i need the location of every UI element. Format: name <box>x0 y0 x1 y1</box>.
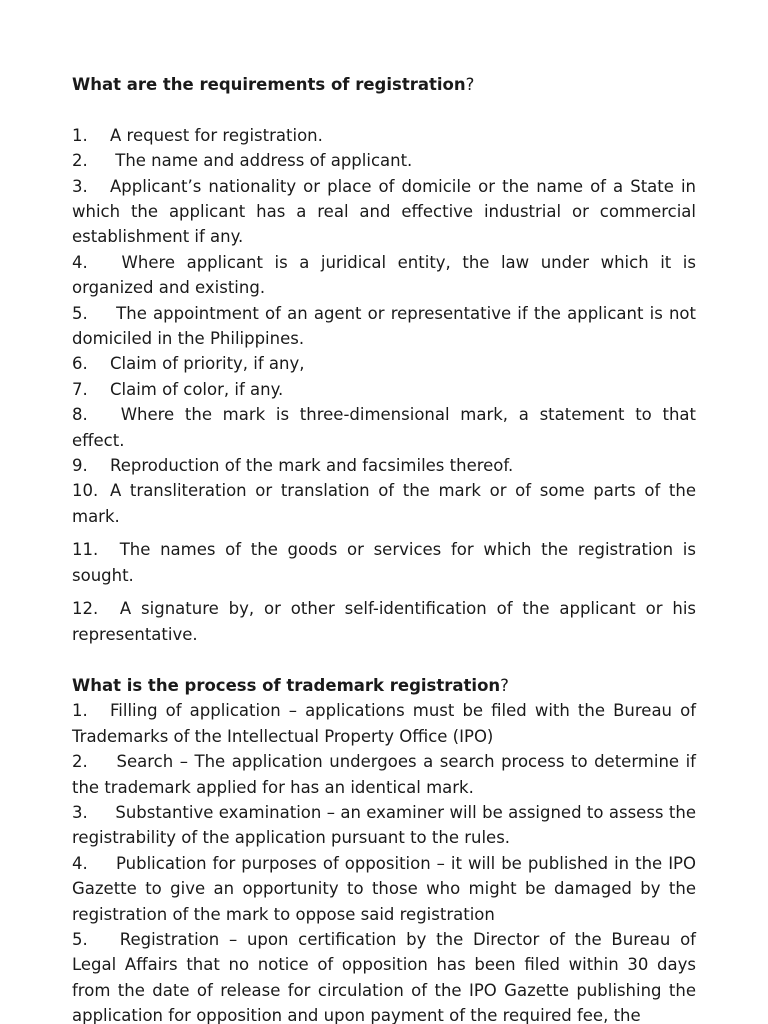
requirement-item <box>72 301 696 352</box>
requirement-item <box>72 377 696 402</box>
process-item <box>72 749 696 800</box>
process-list <box>72 698 696 1024</box>
item-text: Publication for purposes of opposition – it will be published in the IPO Gazette to give an opportunity to those who might be damaged by the registration of the mark to oppose said registration <box>72 853 696 924</box>
item-text: The appointment of an agent or representative if the applicant is not domiciled in the Philippines. <box>72 303 696 349</box>
requirement-item <box>72 453 696 478</box>
item-number: 1. <box>72 125 88 145</box>
item-text: Where the mark is three-dimensional mark, a statement to that effect. <box>72 405 696 450</box>
process-heading <box>72 673 696 698</box>
process-item <box>72 851 696 927</box>
process-heading-mark: ? <box>500 675 509 695</box>
spacer <box>72 529 696 537</box>
requirement-item <box>72 402 696 453</box>
item-number: 3. <box>72 802 88 822</box>
item-number: 12. <box>72 599 99 619</box>
item-text: A transliteration or translation of the mark or of some parts of the mark. <box>72 481 696 526</box>
requirement-item <box>72 478 696 529</box>
item-number: 2. <box>72 151 88 171</box>
item-text: Claim of priority, if any, <box>110 354 305 374</box>
item-text: Registration – upon certification by the Director of the Bureau of Legal Affairs that no notice of opposition has been filed within 30 days from the date of release for circulation of the IPO Gazette publishing the application for opposition and upon payment of the required fee, the <box>72 929 696 1024</box>
item-text: Reproduction of the mark and facsimiles thereof. <box>110 456 514 476</box>
requirement-item <box>72 123 696 148</box>
spacer <box>72 588 696 596</box>
item-number: 9. <box>72 456 88 476</box>
item-number: 5. <box>72 303 88 323</box>
item-text: The names of the goods or services for which the registration is sought. <box>72 540 696 585</box>
item-text: Where applicant is a juridical entity, the law under which it is organized and existing. <box>72 252 696 298</box>
requirement-item <box>72 174 696 250</box>
requirements-heading-mark: ? <box>465 75 475 94</box>
item-number: 4. <box>72 853 88 873</box>
item-number: 5. <box>72 929 88 949</box>
process-item <box>72 800 696 851</box>
item-text: Applicant’s nationality or place of domicile or the name of a State in which the applicant has a real and effective industrial or commercial establishment if any. <box>72 176 696 247</box>
document-content <box>72 72 696 1024</box>
requirement-item <box>72 596 696 647</box>
item-number: 3. <box>72 176 88 196</box>
item-text: Substantive examination – an examiner will be assigned to assess the registrability of the application pursuant to the rules. <box>72 802 696 848</box>
process-item <box>72 927 696 1024</box>
item-text: A request for registration. <box>110 125 323 145</box>
item-text: Claim of color, if any. <box>110 379 284 399</box>
requirement-item <box>72 537 696 588</box>
process-item <box>72 698 696 749</box>
item-number: 8. <box>72 405 88 425</box>
item-number: 1. <box>72 701 88 721</box>
item-number: 6. <box>72 354 88 374</box>
item-number: 11. <box>72 540 99 560</box>
requirements-heading <box>72 72 696 97</box>
item-text: A signature by, or other self-identification of the applicant or his representative. <box>72 599 696 644</box>
item-number: 2. <box>72 752 88 772</box>
process-heading-text: What is the process of trademark registration <box>72 675 501 695</box>
requirement-item <box>72 148 696 173</box>
spacer <box>72 647 696 673</box>
requirements-list <box>72 123 696 647</box>
requirement-item <box>72 250 696 301</box>
requirement-item <box>72 351 696 376</box>
item-number: 7. <box>72 379 88 399</box>
item-number: 10. <box>72 481 99 501</box>
item-text: Filling of application – applications must be filed with the Bureau of Trademarks of the Intellectual Property Office (IPO) <box>72 701 696 746</box>
spacer <box>72 97 696 122</box>
item-number: 4. <box>72 252 88 272</box>
requirements-heading-text: What are the requirements of registration <box>72 75 466 94</box>
item-text: Search – The application undergoes a search process to determine if the trademark applied for has an identical mark. <box>72 752 696 797</box>
item-text: The name and address of applicant. <box>110 151 413 171</box>
